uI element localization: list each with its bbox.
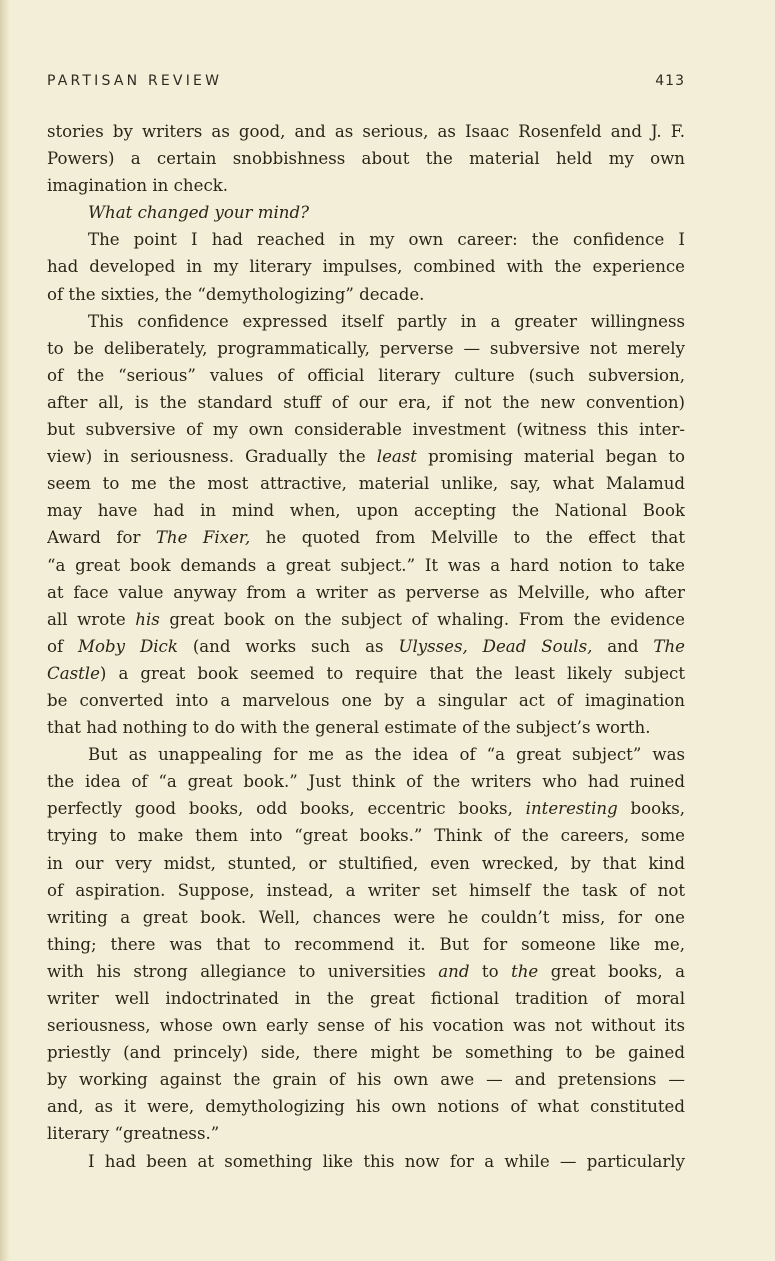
page-number: 413 <box>655 73 685 89</box>
text-line: Castle) a great book seemed to require that the least likely subject <box>47 663 685 683</box>
text-line: all wrote his great book on the subject of whaling. From the evidence <box>47 609 685 629</box>
text-line: imagination in check. <box>47 176 229 196</box>
journal-title: PARTISAN REVIEW <box>47 73 223 89</box>
text-line: stories by writers as good, and as serious, as Isaac Rosenfeld and J. F. <box>47 122 685 141</box>
text-line: be converted into a marvelous one by a singular act of imagination <box>47 690 685 710</box>
running-header <box>47 73 685 93</box>
text-line: had developed in my literary impulses, combined with the experience <box>47 257 685 277</box>
text-line: I had been at something like this now for a while — particularly <box>88 1151 685 1171</box>
text-line: This confidence expressed itself partly in a greater willingness <box>88 311 685 331</box>
text-line: But as unappealing for me as the idea of “a great subject” was <box>88 745 685 765</box>
text-line: trying to make them into “great books.” Think of the careers, some <box>47 826 685 846</box>
text-line: writing a great book. Well, chances were he couldn’t miss, for one <box>47 907 685 927</box>
text-line: but subversive of my own considerable investment (witness this inter- <box>47 420 685 440</box>
text-line: of Moby Dick (and works such as Ulysses, Dead Souls, and The <box>47 636 685 656</box>
page-binding-edge <box>0 0 10 1261</box>
question-text: What changed your mind? <box>88 203 309 223</box>
text-line: Powers) a certain snobbishness about the material held my own <box>47 149 685 169</box>
text-line: the idea of “a great book.” Just think of the writers who had ruined <box>47 772 685 792</box>
text-line: “a great book demands a great subject.” It was a hard notion to take <box>47 555 685 575</box>
text-line: and, as it were, demythologizing his own notions of what constituted <box>47 1097 685 1117</box>
text-line: by working against the grain of his own awe — and pretensions — <box>47 1070 685 1090</box>
text-line: to be deliberately, programmatically, perverse — subversive not merely <box>47 338 685 358</box>
text-line: after all, is the standard stuff of our era, if not the new convention) <box>47 392 685 412</box>
text-line: that had nothing to do with the general estimate of the subject’s worth. <box>47 718 651 738</box>
text-line: perfectly good books, odd books, eccentric books, interesting books, <box>47 799 685 819</box>
text-line: in our very midst, stunted, or stultified, even wrecked, by that kind <box>47 853 685 873</box>
text-line: view) in seriousness. Gradually the least promising material began to <box>47 447 685 467</box>
text-line: of aspiration. Suppose, instead, a writer set himself the task of not <box>47 880 685 900</box>
text-line: seriousness, whose own early sense of his vocation was not without its <box>47 1016 685 1036</box>
text-line: thing; there was that to recommend it. But for someone like me, <box>47 934 685 954</box>
text-line: seem to me the most attractive, material unlike, say, what Malamud <box>47 474 685 494</box>
article-body <box>47 118 685 1175</box>
text-line: of the sixties, the “demythologizing” decade. <box>47 284 425 304</box>
text-line: with his strong allegiance to universities and to the great books, a <box>47 961 685 981</box>
text-line: of the “serious” values of official literary culture (such subversion, <box>47 365 685 385</box>
interview-question <box>47 199 685 226</box>
text-line: priestly (and princely) side, there might be something to be gained <box>47 1043 685 1063</box>
text-line: literary “greatness.” <box>47 1124 220 1144</box>
text-line: may have had in mind when, upon accepting the National Book <box>47 501 685 521</box>
text-line: writer well indoctrinated in the great fictional tradition of moral <box>47 989 685 1008</box>
text-line: at face value anyway from a writer as perverse as Melville, who after <box>47 582 685 602</box>
text-line: The point I had reached in my own career: the confidence I <box>88 230 685 250</box>
text-line: Award for The Fixer, he quoted from Melville to the effect that <box>47 528 685 548</box>
